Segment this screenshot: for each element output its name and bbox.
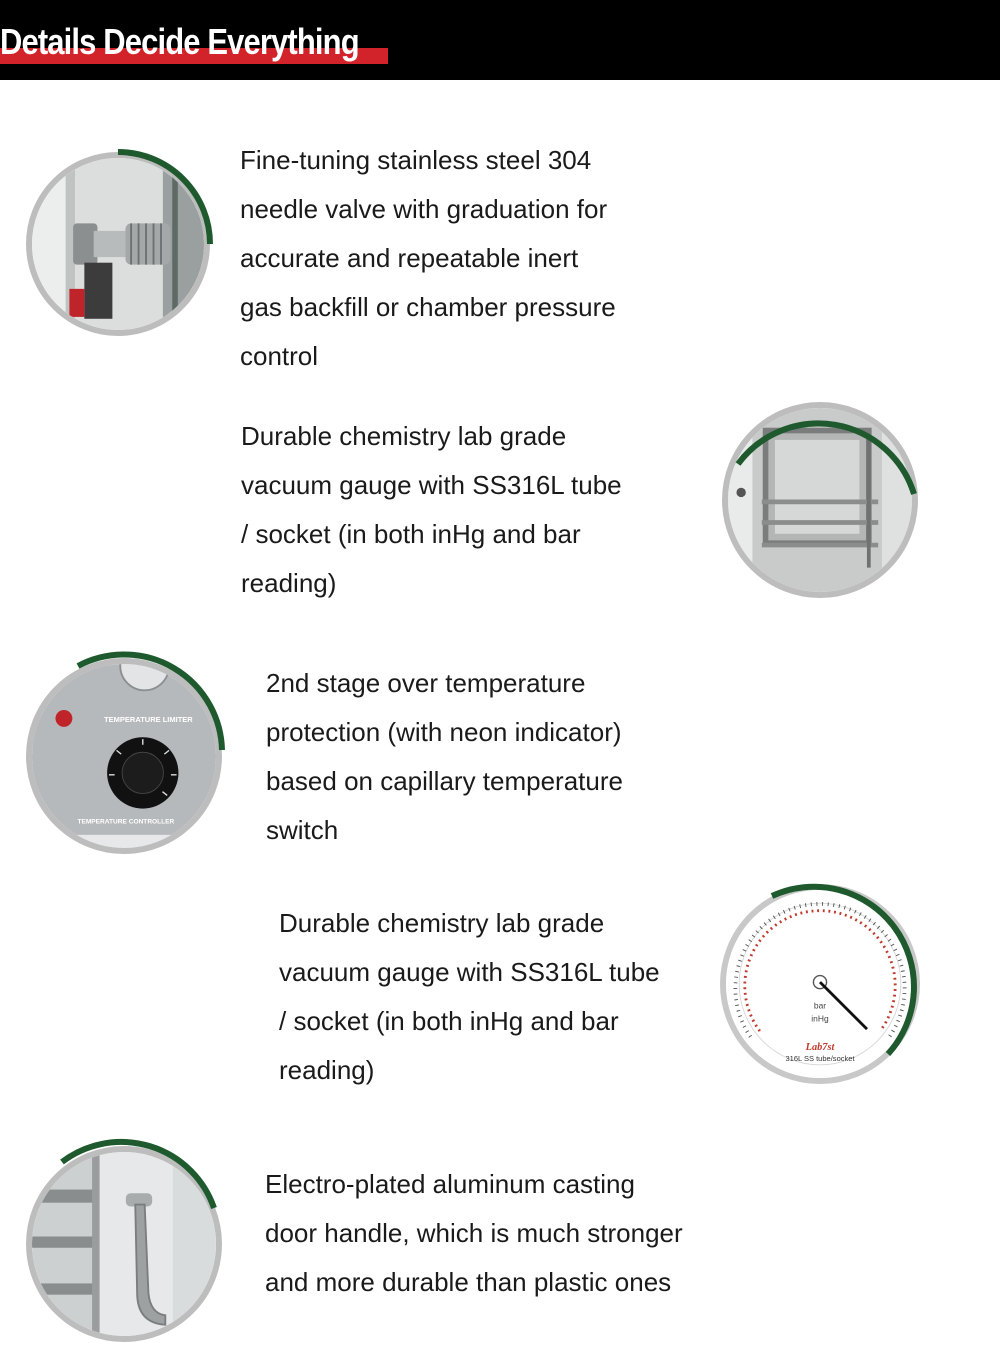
needle-valve-icon [26, 152, 210, 336]
gauge-caption: 316L SS tube/socket [785, 1054, 855, 1064]
feature-3-text: 2nd stage over temperature protection (with neon indicator) based on capillary temperature switch [266, 668, 623, 845]
feature-1-text: Fine-tuning stainless steel 304 needle valve with graduation for accurate and repeatable inert gas backfill or chamber pressure control [240, 145, 616, 371]
chamber-shelf-icon [722, 402, 918, 598]
feature-4-text: Durable chemistry lab grade vacuum gauge with SS316L tube / socket (in both inHg and bar reading) [279, 908, 660, 1085]
feature-5-text: Electro-plated aluminum casting door handle, which is much stronger and more durable than plastic ones [265, 1169, 683, 1297]
temperature-limiter-icon [26, 658, 222, 854]
vacuum-gauge-icon [720, 884, 920, 1084]
temperature-limiter-label: TEMPERATURE LIMITER [104, 715, 193, 725]
page-title: Details Decide Everything [0, 21, 359, 62]
gauge-unit-bar: bar [813, 1000, 827, 1011]
feature-2-text: Durable chemistry lab grade vacuum gauge with SS316L tube / socket (in both inHg and bar reading) [241, 421, 622, 598]
temperature-controller-label: TEMPERATURE CONTROLLER [77, 818, 175, 826]
gauge-brand: Lab7st [805, 1041, 835, 1053]
gauge-unit-inhg: inHg [811, 1013, 829, 1024]
door-handle-icon [26, 1146, 222, 1342]
page-header [0, 0, 1000, 80]
